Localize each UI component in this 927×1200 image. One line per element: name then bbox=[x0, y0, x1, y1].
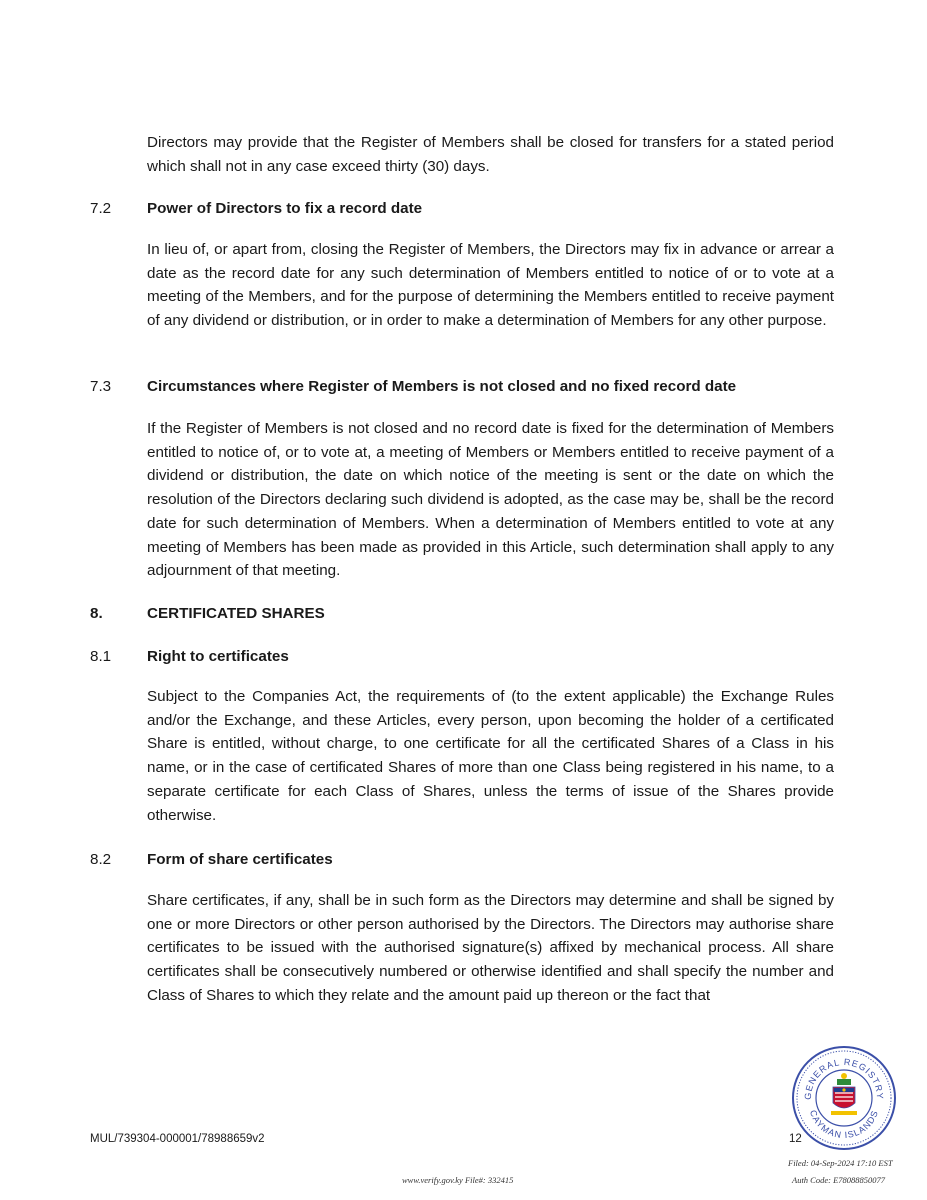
section-number-8: 8. bbox=[90, 605, 103, 622]
section-number-8-2: 8.2 bbox=[90, 851, 112, 868]
page-number: 12 bbox=[789, 1133, 802, 1145]
section-heading-8-2: Form of share certificates bbox=[147, 851, 333, 868]
document-reference: MUL/739304-000001/78988659v2 bbox=[90, 1133, 265, 1145]
section-heading-7-2: Power of Directors to fix a record date bbox=[147, 200, 423, 217]
svg-text:CAYMAN ISLANDS: CAYMAN ISLANDS bbox=[807, 1108, 881, 1141]
section-heading-7-3: Circumstances where Register of Members is not closed and no fixed record date bbox=[147, 378, 737, 395]
svg-text:GENERAL REGISTRY: GENERAL REGISTRY bbox=[802, 1056, 886, 1100]
auth-code: Auth Code: E78088850077 bbox=[792, 1175, 886, 1185]
filed-stamp: Filed: 04-Sep-2024 17:10 EST bbox=[788, 1158, 893, 1168]
section-number-7-3: 7.3 bbox=[90, 378, 112, 395]
section-text-8-1: Subject to the Companies Act, the requirements of (to the extent applicable) the Exchange Rules and/or the Exchange, and these Articles, every person, upon becoming the holder of a certificated Share is entitled, without charge, to one certificate for all the certificated Shares of a Class in his name, or in the case of certificated Shares of more than one Class being registered in his name, to a separate certificate for each Class of Shares, unless the terms of issue of the Shares provide otherwise. bbox=[147, 688, 834, 824]
section-number-7-2: 7.2 bbox=[90, 200, 112, 217]
section-heading-8: CERTIFICATED SHARES bbox=[147, 605, 325, 622]
section-number-8-1: 8.1 bbox=[90, 648, 112, 665]
verify-url: www.verify.gov.ky File#: 332415 bbox=[402, 1175, 514, 1185]
section-text-7-2: In lieu of, or apart from, closing the Register of Members, the Directors may fix in advance or arrear a date as the record date for any such determination of Members entitled to notice of or to vote at a meeting of the Members, and for the purpose of determining the Members entitled to receive payment of any dividend or distribution, or in order to make a determination of Members for any other purpose. bbox=[147, 241, 834, 330]
section-text-7-3: If the Register of Members is not closed and no record date is fixed for the determination of Members entitled to notice of, or to vote at, a meeting of Members or Members entitled to receive payment of a dividend or distribution, the date on which notice of the meeting is sent or the date on which the resolution of the Directors declaring such dividend is adopted, as the case may be, shall be the record date for such determination of Members. When a determination of Members entitled to vote at any meeting of Members has been made as provided in this Article, such determination shall apply to any adjournment of that meeting. bbox=[147, 420, 834, 580]
section-text-8-2: Share certificates, if any, shall be in such form as the Directors may determine and shall be signed by one or more Directors or other person authorised by the Directors. The Directors may authorise share certificates to be issued with the authorised signature(s) affixed by mechanical process. All share certificates shall be consecutively numbered or otherwise identified and shall specify the number and Class of Shares to which they relate and the amount paid up thereon or the fact that bbox=[147, 892, 834, 1004]
section-heading-8-1: Right to certificates bbox=[147, 648, 289, 665]
continuation-paragraph: Directors may provide that the Register of Members shall be closed for transfers for a stated period which shall not in any case exceed thirty (30) days. bbox=[147, 134, 834, 175]
general-registry-seal-icon bbox=[791, 1045, 897, 1151]
